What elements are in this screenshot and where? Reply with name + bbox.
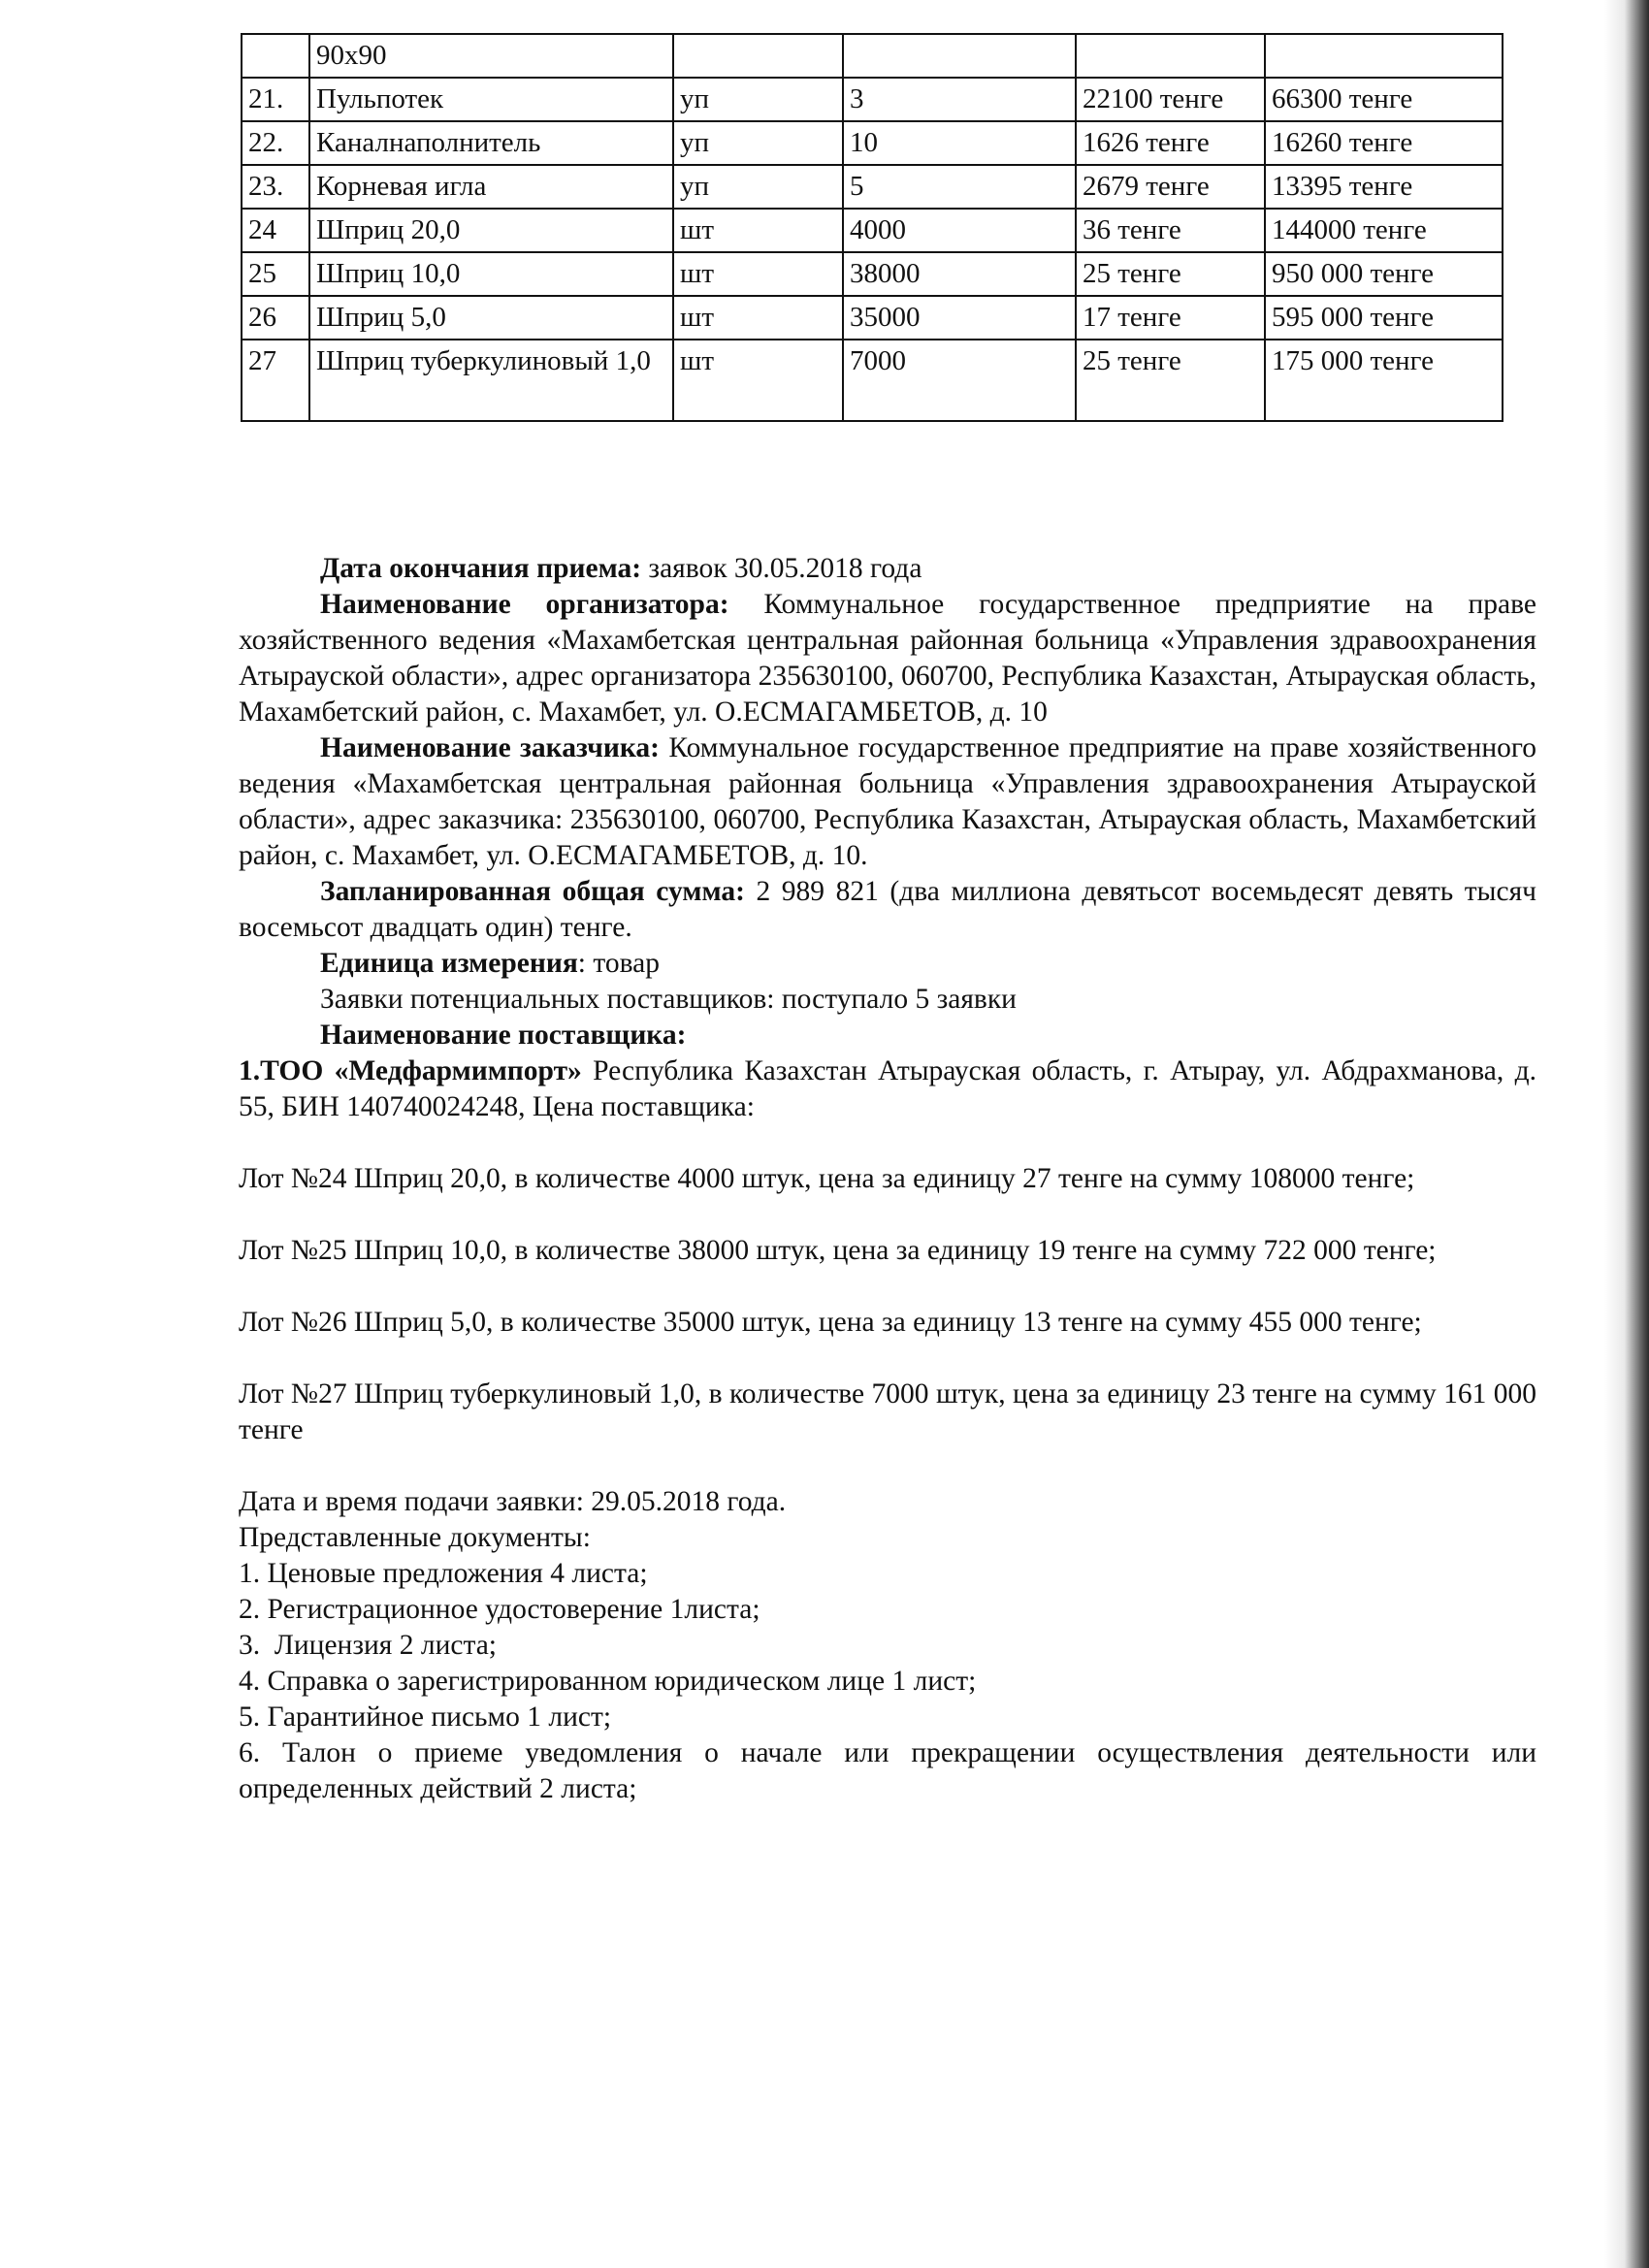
cell-unit: уп [673,121,843,165]
document-item: 1. Ценовые предложения 4 листа; [239,1558,648,1589]
cell-no: 26 [242,296,309,340]
cell-sum: 66300 тенге [1265,78,1503,121]
customer-paragraph [239,730,1536,874]
cell-qty: 3 [843,78,1076,121]
table-row [242,78,1503,121]
cell-sum: 175 000 тенге [1265,340,1503,421]
cell-sum: 13395 тенге [1265,165,1503,209]
cell-name: Шприц туберкулиновый 1,0 [309,340,673,421]
organizer-label: Наименование организатора: [320,589,729,620]
table-row [242,209,1503,252]
cell-name: Корневая игла [309,165,673,209]
table-row [242,121,1503,165]
cell-unit: шт [673,209,843,252]
cell-name: Шприц 20,0 [309,209,673,252]
supplier-heading [239,1018,1536,1053]
cell-qty: 7000 [843,340,1076,421]
document-body [239,551,1536,1807]
cell-no: 22. [242,121,309,165]
cell-unit: шт [673,296,843,340]
cell-qty: 5 [843,165,1076,209]
table-row [242,165,1503,209]
cell-qty [843,34,1076,78]
cell-no: 24 [242,209,309,252]
supplier-text: Республика Казахстан Атырауская область, г. Атырау, ул. Абдрахманова, д. 55, БИН 140740024248, Цена поставщика: [239,1055,1536,1122]
cell-sum: 144000 тенге [1265,209,1503,252]
table-row [242,34,1503,78]
document-item: 5. Гарантийное письмо 1 лист; [239,1701,612,1733]
cell-unit: уп [673,165,843,209]
cell-price [1076,34,1265,78]
deadline-text: заявок 30.05.2018 года [641,553,922,584]
deadline-paragraph [239,551,1536,587]
table-row [242,340,1503,421]
lot-item: Лот №24 Шприц 20,0, в количестве 4000 штук, цена за единицу 27 тенге на сумму 108000 тенге; [239,1163,1415,1194]
cell-no: 25 [242,252,309,296]
cell-name: Шприц 10,0 [309,252,673,296]
table-row [242,296,1503,340]
cell-unit: шт [673,340,843,421]
cell-sum: 595 000 тенге [1265,296,1503,340]
cell-no [242,34,309,78]
lot-item: Лот №27 Шприц туберкулиновый 1,0, в количестве 7000 штук, цена за единицу 23 тенге на сумму 161 000 тенге [239,1378,1536,1445]
scan-shadow-edge [1604,0,1649,2268]
cell-sum: 950 000 тенге [1265,252,1503,296]
lot-item: Лот №25 Шприц 10,0, в количестве 38000 штук, цена за единицу 19 тенге на сумму 722 000 тенге; [239,1235,1437,1266]
lot-item: Лот №26 Шприц 5,0, в количестве 35000 штук, цена за единицу 13 тенге на сумму 455 000 тенге; [239,1307,1422,1338]
document-item: 3. Лицензия 2 листа; [239,1630,497,1661]
deadline-label: Дата окончания приема: [320,553,642,584]
cell-sum [1265,34,1503,78]
cell-sum: 16260 тенге [1265,121,1503,165]
cell-price: 25 тенге [1076,252,1265,296]
planned-sum-text: 2 989 821 (два миллиона девятьсот восемьдесят девять тысяч восемьсот двадцать один) тенге. [239,876,1536,943]
planned-sum-paragraph [239,874,1536,946]
unit-paragraph [239,946,1536,982]
cell-price: 2679 тенге [1076,165,1265,209]
cell-qty: 10 [843,121,1076,165]
cell-no: 23. [242,165,309,209]
supplier-name: 1.ТОО «Медфармимпорт» [239,1055,582,1086]
cell-price: 17 тенге [1076,296,1265,340]
cell-price: 25 тенге [1076,340,1265,421]
cell-price: 1626 тенге [1076,121,1265,165]
documents-heading: Представленные документы: [239,1522,591,1553]
supplier-heading-text: Наименование поставщика: [320,1020,687,1051]
organizer-paragraph [239,587,1536,730]
unit-text: : товар [577,948,661,979]
organizer-text: Коммунальное государственное предприятие на праве хозяйственного ведения «Махамбетская центральная районная больница «Управления здравоохранения Атырауской области», адрес организатора 235630100, 060700, Республика Казахстан, Атырауская область, Махамбетский район, с. Махамбет, ул. О.ЕСМАГАМБЕТОВ, д. 10 [239,589,1536,728]
cell-qty: 38000 [843,252,1076,296]
cell-qty: 4000 [843,209,1076,252]
cell-unit: уп [673,78,843,121]
submission-date: Дата и время подачи заявки: 29.05.2018 года. [239,1486,787,1517]
items-table [241,33,1504,422]
cell-no: 27 [242,340,309,421]
cell-name: Пульпотек [309,78,673,121]
applications-paragraph: Заявки потенциальных поставщиков: поступало 5 заявки [320,984,1017,1015]
customer-label: Наименование заказчика: [320,732,660,763]
cell-unit: шт [673,252,843,296]
table-row [242,252,1503,296]
document-item: 4. Справка о зарегистрированном юридическом лице 1 лист; [239,1666,977,1697]
cell-no: 21. [242,78,309,121]
unit-label: Единица измерения [320,948,578,979]
cell-qty: 35000 [843,296,1076,340]
cell-price: 22100 тенге [1076,78,1265,121]
planned-sum-label: Запланированная общая сумма: [320,876,745,907]
cell-unit [673,34,843,78]
document-item: 2. Регистрационное удостоверение 1листа; [239,1594,760,1625]
cell-price: 36 тенге [1076,209,1265,252]
document-item: 6. Талон о приеме уведомления о начале или прекращении осуществления деятельности или определенных действий 2 листа; [239,1737,1536,1804]
supplier-paragraph [239,1053,1536,1125]
customer-text: Коммунальное государственное предприятие на праве хозяйственного ведения «Махамбетская центральная районная больница «Управления здравоохранения Атырауской области», адрес заказчика: 235630100, 060700, Республика Казахстан, Атырауская область, Махамбетский район, с. Махамбет, ул. О.ЕСМАГАМБЕТОВ, д. 10. [239,732,1537,871]
cell-name: Шприц 5,0 [309,296,673,340]
cell-name: 90х90 [309,34,673,78]
cell-name: Каналнаполнитель [309,121,673,165]
